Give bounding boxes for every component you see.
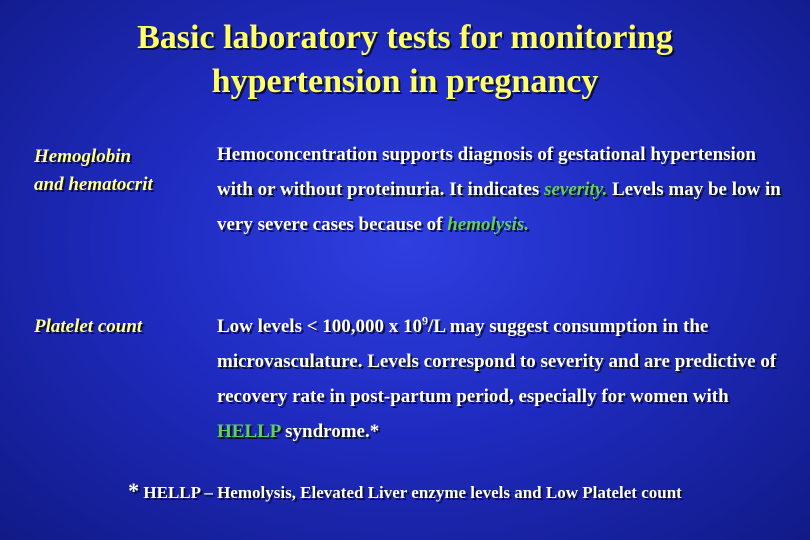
desc-text: syndrome.* <box>285 421 380 442</box>
desc-text: Low levels < 100,000 x 10 <box>217 316 423 337</box>
desc-text: /L may suggest consumption in the microvasculature. Levels correspond to severity and are predictive of recovery rate in post-partum period, especially for women with <box>217 316 777 407</box>
term-hemoglobin <box>34 143 204 199</box>
slide-title <box>0 16 810 104</box>
desc-platelet-count <box>217 309 787 449</box>
term-line-2: and hematocrit <box>34 174 153 195</box>
desc-hemoglobin <box>217 137 787 242</box>
term-platelet-count <box>34 313 204 341</box>
term-line-1: Platelet count <box>34 316 143 337</box>
exponent: 9 <box>422 313 429 328</box>
footnote <box>0 478 810 504</box>
highlight-hemolysis: hemolysis. <box>447 214 530 235</box>
footnote-star: * <box>128 478 140 503</box>
highlight-severity: severity. <box>544 179 608 200</box>
title-line-1: Basic laboratory tests for monitoring <box>137 19 673 56</box>
term-line-1: Hemoglobin <box>34 146 132 167</box>
desc-text: Levels may be low in very severe cases because of <box>217 179 781 235</box>
title-line-2: hypertension in pregnancy <box>211 63 599 100</box>
footnote-text: HELLP – Hemolysis, Elevated Liver enzyme levels and Low Platelet count <box>143 483 682 502</box>
desc-text: Hemoconcentration supports diagnosis of gestational hypertension with or without proteinuria. It indicates <box>217 144 756 200</box>
highlight-hellp: HELLP <box>217 421 281 442</box>
